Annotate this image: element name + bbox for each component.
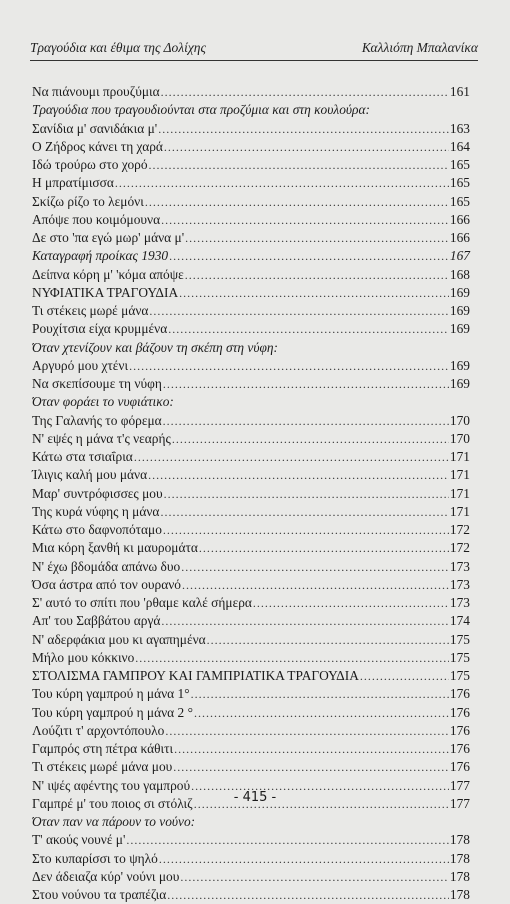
toc-entry-page: 165 (449, 175, 470, 191)
toc-entry-page: 175 (449, 668, 470, 683)
page-number: - 415 - (233, 790, 277, 805)
toc-entry-title: ΣΤΟΛΙΣΜΑ ΓΑΜΠΡΟΥ ΚΑΙ ΓΑΜΠΡΙΑΤΙΚΑ ΤΡΑΓΟΥΔΙΑ (32, 668, 359, 683)
toc-entry (32, 521, 470, 539)
toc-entry-page: 164 (449, 138, 470, 154)
toc-section-heading (32, 101, 470, 119)
toc-entry-title: Δείπνα κόρη μ' 'κόμα απόψε (32, 266, 184, 282)
toc-entry (32, 247, 470, 265)
dot-leader (168, 320, 449, 338)
toc-entry (32, 576, 470, 594)
toc-entry (32, 558, 470, 576)
toc-entry-page: 175 (449, 649, 470, 665)
toc-entry-title: Ρουχίτσια είχα κρυμμένα (32, 321, 168, 337)
toc-entry (32, 284, 470, 302)
dot-leader (360, 667, 449, 685)
dot-leader (169, 247, 449, 265)
toc-entry (32, 485, 470, 503)
toc-entry-title: Να σκεπίσουμε τη νύφη (32, 376, 162, 391)
toc-entry-title: Στο κυπαρίσσι το ψηλό (32, 850, 158, 866)
toc-entry-page: 165 (449, 157, 470, 172)
toc-entry-page: 171 (449, 485, 470, 501)
toc-entry-title: Απόψε που κοιμόμουνα (32, 211, 161, 227)
toc-entry-title: Του κύρη γαμπρού η μάνα 2 ° (32, 704, 193, 720)
toc-entry (32, 503, 470, 521)
toc-entry-page: 163 (449, 120, 470, 136)
toc-entry-title: Όταν φοράει το νυφιάτικο: (32, 394, 174, 410)
dot-leader (182, 576, 449, 594)
dot-leader (159, 850, 449, 868)
dot-leader (149, 156, 449, 174)
toc-entry-title: Τι στέκεις μωρέ μάνα μου (32, 759, 173, 775)
toc-entry (32, 375, 470, 393)
toc-entry-title: ΝΥΦΙΑΤΙΚΑ ΤΡΑΓΟΥΔΙΑ (32, 284, 179, 300)
toc-entry-title: Όταν χτενίζουν και βάζουν τη σκέπη στη νύφη: (32, 339, 278, 355)
toc-entry (32, 211, 470, 229)
toc-entry-page: 173 (449, 576, 470, 592)
toc-entry-page: 176 (449, 722, 470, 738)
toc-entry-page: 172 (449, 522, 470, 537)
toc-entry-title: Να πιάνουμι προυζύμια (32, 84, 160, 99)
toc-entry-title: Δεν άδειαζα κύρ' νούνι μου (32, 868, 180, 884)
toc-entry-title: Του κύρη γαμπρού η μάνα 1° (32, 686, 190, 702)
toc-entry (32, 120, 470, 138)
toc-entry-title: Σ' αυτό το σπίτι που 'ρθαμε καλέ σήμερα (32, 595, 252, 610)
dot-leader (185, 266, 449, 284)
dot-leader (165, 722, 449, 740)
toc-entry (32, 138, 470, 156)
toc-entry-page: 167 (449, 248, 470, 264)
toc-entry-title: Τ' ακούς νουνέ μ' (32, 832, 126, 848)
toc-entry-title: Κάτω στο δαφνοπόταμο (32, 522, 162, 537)
toc-entry-title: Όταν παν να πάρουν το νούνο: (32, 814, 196, 829)
toc-entry (32, 412, 470, 430)
toc-entry (32, 320, 470, 338)
toc-section-heading (32, 813, 470, 831)
toc-entry-title: Ν' ιψές αφέντης του γαμπρού (32, 777, 191, 793)
dot-leader (115, 174, 449, 192)
toc-entry (32, 740, 470, 758)
running-header (30, 40, 478, 56)
toc-entry-title: Τραγούδια που τραγουδιούνται στα προζύμια και στη κουλούρα: (32, 102, 370, 118)
toc-entry-title: Η μπρατίμισσα (32, 175, 114, 191)
dot-leader (164, 485, 449, 503)
toc-entry-page: 169 (449, 357, 470, 373)
header-rule (30, 60, 478, 61)
table-of-contents (32, 83, 470, 904)
dot-leader (161, 83, 449, 101)
toc-entry-page: 178 (449, 887, 470, 902)
toc-entry-page: 176 (449, 759, 470, 775)
toc-entry (32, 229, 470, 247)
dot-leader (164, 138, 449, 156)
toc-section-heading (32, 339, 470, 357)
dot-leader (173, 758, 449, 776)
dot-leader (179, 284, 449, 302)
toc-entry-page: 170 (449, 412, 470, 428)
toc-entry (32, 831, 470, 849)
dot-leader (253, 594, 449, 612)
toc-entry-page: 161 (449, 84, 470, 99)
toc-entry-title: Ο Ζήδρος κάνει τη χαρά (32, 138, 163, 154)
toc-section-heading (32, 393, 470, 411)
dot-leader (167, 886, 449, 904)
toc-entry-page: 172 (449, 540, 470, 556)
toc-entry-title: Σανίδια μ' σανιδάκια μ' (32, 120, 158, 136)
dot-leader (199, 539, 449, 557)
toc-entry-page: 169 (449, 376, 470, 391)
toc-entry-page: 178 (449, 832, 470, 848)
dot-leader (191, 685, 449, 703)
toc-entry-title: Όσα άστρα από τον ουρανό (32, 576, 181, 592)
header-book-title: Τραγούδια και έθιμα της Δολίχης (30, 40, 206, 55)
toc-entry (32, 722, 470, 740)
toc-entry-title: Μαρ' συντρόφισσες μου (32, 485, 163, 501)
dot-leader (194, 704, 449, 722)
toc-entry-page: 176 (449, 686, 470, 702)
toc-entry-title: Τι στέκεις μωρέ μάνα (32, 303, 149, 318)
toc-entry-page: 177 (449, 777, 470, 793)
toc-entry-page: 169 (449, 303, 470, 318)
toc-entry-page: 169 (449, 321, 470, 337)
toc-entry (32, 193, 470, 211)
toc-entry-title: Λούζιτι τ' αρχοντόπουλο (32, 722, 165, 738)
toc-entry-page: 177 (449, 795, 470, 811)
toc-entry-page: 173 (449, 595, 470, 610)
toc-entry-page: 171 (449, 503, 470, 519)
dot-leader (161, 612, 449, 630)
toc-entry (32, 649, 470, 667)
dot-leader (134, 448, 449, 466)
toc-entry-page: 174 (449, 613, 470, 629)
dot-leader (163, 521, 449, 539)
toc-entry-title: Ν' αδερφάκια μου κι αγαπημένα (32, 631, 206, 647)
dot-leader (148, 466, 449, 484)
toc-entry-page: 168 (449, 266, 470, 282)
toc-entry (32, 466, 470, 484)
toc-entry-title: Κάτω στα τσιαΐρια (32, 449, 133, 464)
toc-entry-title: Δε στο 'πα εγώ μωρ' μάνα μ' (32, 230, 185, 245)
dot-leader (185, 229, 449, 247)
toc-entry (32, 448, 470, 466)
header-author: Καλλιόπη Μπαλανίκα (361, 40, 478, 55)
toc-entry-title: Της Γαλανής το φόρεμα (32, 412, 162, 428)
toc-entry-title: Μήλο μου κόκκινο (32, 649, 135, 665)
dot-leader (180, 868, 449, 886)
toc-entry-page: 166 (449, 211, 470, 227)
dot-leader (172, 430, 449, 448)
dot-leader (181, 558, 449, 576)
toc-entry-title: Απ' του Σαββάτου αργά (32, 613, 161, 629)
toc-entry-title: Σκίζω ρίζο το λεμόνι (32, 193, 144, 209)
toc-entry-title: Ν' εψές η μάνα τ'ς νεαρής (32, 430, 171, 446)
toc-entry (32, 886, 470, 904)
toc-entry-page: 170 (449, 430, 470, 446)
toc-entry (32, 868, 470, 886)
toc-entry (32, 83, 470, 101)
dot-leader (163, 375, 449, 393)
toc-entry (32, 850, 470, 868)
dot-leader (174, 740, 449, 758)
dot-leader (207, 631, 449, 649)
toc-entry-title: Μια κόρη ξανθή κι μαυρομάτα (32, 540, 198, 556)
toc-entry-page: 178 (449, 868, 470, 884)
dot-leader (163, 412, 449, 430)
toc-entry (32, 685, 470, 703)
toc-entry-title: Αργυρό μου χτένι (32, 357, 129, 373)
toc-entry-page: 165 (449, 193, 470, 209)
toc-entry (32, 631, 470, 649)
dot-leader (129, 357, 449, 375)
toc-entry-title: Καταγραφή προίκας 1930 (32, 248, 169, 264)
toc-entry (32, 357, 470, 375)
toc-entry (32, 174, 470, 192)
toc-entry (32, 156, 470, 174)
toc-entry-title: Ιδώ τρούρω στο χορό (32, 157, 148, 172)
toc-entry (32, 266, 470, 284)
toc-entry (32, 302, 470, 320)
toc-entry-page: 178 (449, 850, 470, 866)
toc-entry-title: Της κυρά νύφης η μάνα (32, 503, 160, 519)
toc-entry-title: Στου νούνου τα τραπέζια (32, 887, 167, 902)
toc-entry-title: Ν' έχω βδομάδα απάνω δυο (32, 558, 181, 574)
toc-entry-page: 173 (449, 558, 470, 574)
toc-entry-page: 166 (449, 230, 470, 245)
toc-entry (32, 539, 470, 557)
dot-leader (160, 503, 448, 521)
toc-entry-title: Γαμπρός στη πέτρα κάθιτι (32, 741, 174, 756)
toc-entry (32, 704, 470, 722)
toc-entry (32, 758, 470, 776)
dot-leader (145, 193, 449, 211)
toc-entry-title: Γαμπρέ μ' του ποιος σι στόλιζ (32, 795, 193, 811)
toc-entry-page: 169 (449, 284, 470, 300)
toc-entry-page: 175 (449, 631, 470, 647)
dot-leader (126, 831, 449, 849)
toc-entry (32, 612, 470, 630)
toc-entry-page: 176 (449, 741, 470, 756)
dot-leader (149, 302, 448, 320)
dot-leader (161, 211, 449, 229)
dot-leader (158, 120, 449, 138)
dot-leader (135, 649, 449, 667)
toc-entry (32, 594, 470, 612)
toc-entry (32, 667, 470, 685)
toc-entry-page: 176 (449, 704, 470, 720)
toc-entry-title: Ίλιγις καλή μου μάνα (32, 467, 148, 483)
toc-entry-page: 171 (449, 467, 470, 483)
toc-entry (32, 430, 470, 448)
toc-entry-page: 171 (449, 449, 470, 464)
